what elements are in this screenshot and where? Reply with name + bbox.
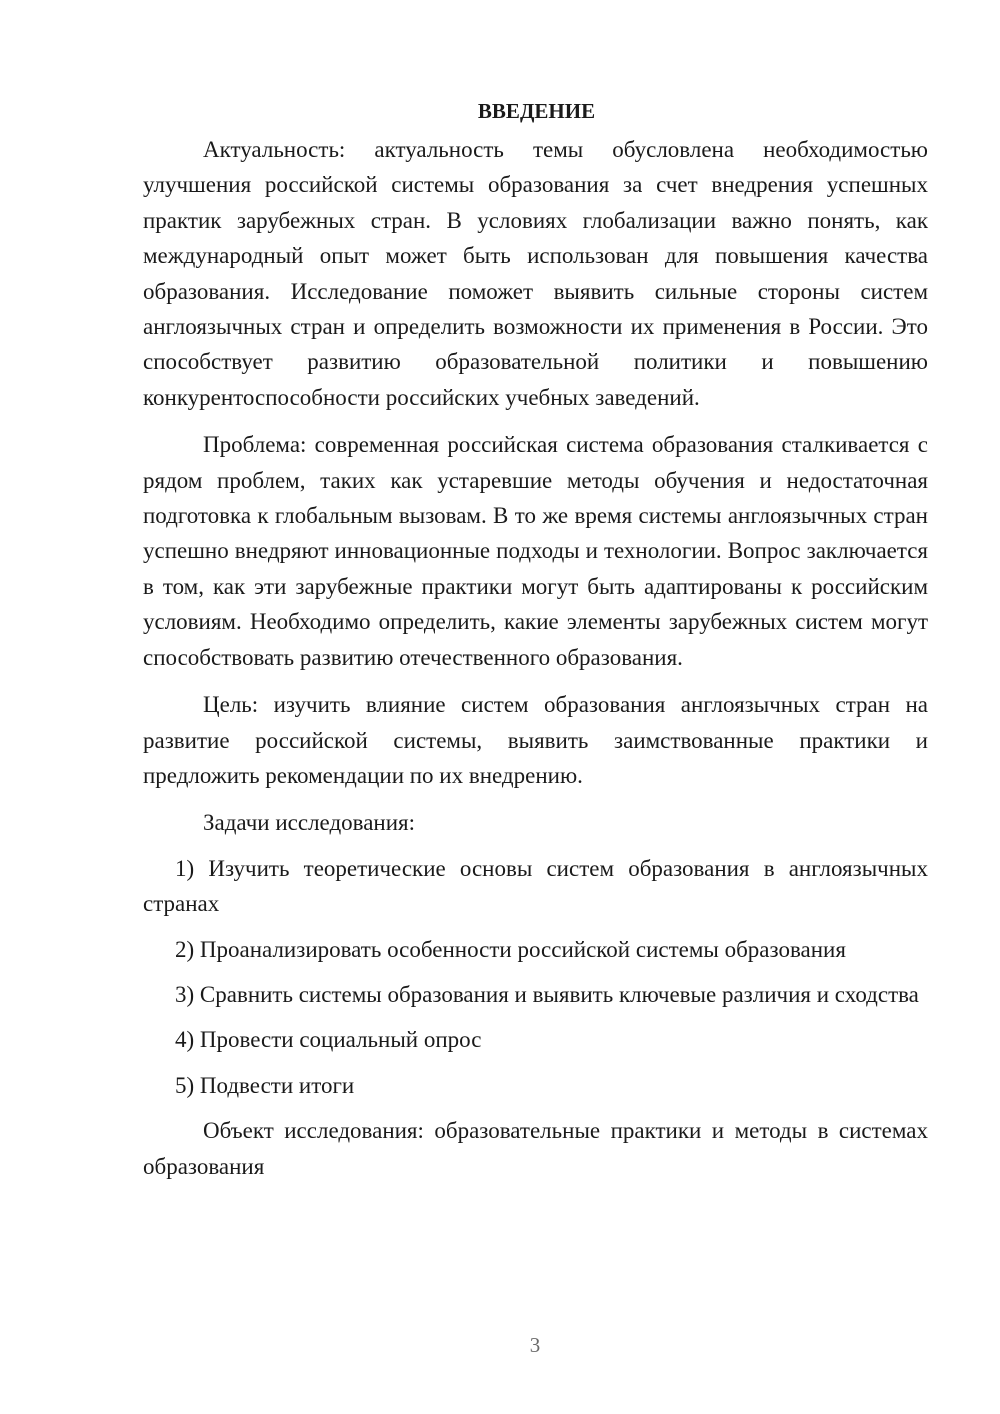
task-item-4: 4) Провести социальный опрос bbox=[175, 1027, 482, 1053]
object-paragraph: Объект исследования: образовательные практики и методы в системах образования bbox=[143, 1118, 928, 1179]
goal-paragraph: Цель: изучить влияние систем образования англоязычных стран на развитие российской системы, выявить заимствованные практики и предложить рекомендации по их внедрению. bbox=[143, 692, 928, 788]
task-item-5: 5) Подвести итоги bbox=[175, 1072, 355, 1098]
page-number: 3 bbox=[529, 1333, 541, 1357]
task-item-2: 2) Проанализировать особенности российской системы образования bbox=[175, 936, 846, 962]
page-title: ВВЕДЕНИЕ bbox=[477, 99, 596, 123]
task-item-1: 1) Изучить теоретические основы систем образования в англоязычных странах bbox=[143, 855, 928, 917]
page-body bbox=[143, 96, 928, 1184]
relevance-paragraph: Актуальность: актуальность темы обусловлена необходимостью улучшения российской системы образования за счет внедрения успешных практик зарубежных стран. В условиях глобализации важно понять, как международный опыт может быть использован для повышения качества образования. Исследование поможет выявить сильные стороны систем англоязычных стран и определить возможности их применения в России. Это способствует развитию образовательной политики и повышению конкурентоспособности российских учебных заведений. bbox=[143, 137, 928, 410]
problem-paragraph: Проблема: современная российская система образования сталкивается с рядом проблем, таких как устаревшие методы обучения и недостаточная подготовка к глобальным вызовам. В то же время системы англоязычных стран успешно внедряют инновационные подходы и технологии. Вопрос заключается в том, как эти зарубежные практики могут быть адаптированы к российским условиям. Необходимо определить, какие элементы зарубежных систем могут способствовать развитию отечественного образования. bbox=[143, 432, 928, 670]
task-item-3: 3) Сравнить системы образования и выявить ключевые различия и сходства bbox=[175, 981, 919, 1007]
tasks-heading: Задачи исследования: bbox=[203, 810, 416, 836]
